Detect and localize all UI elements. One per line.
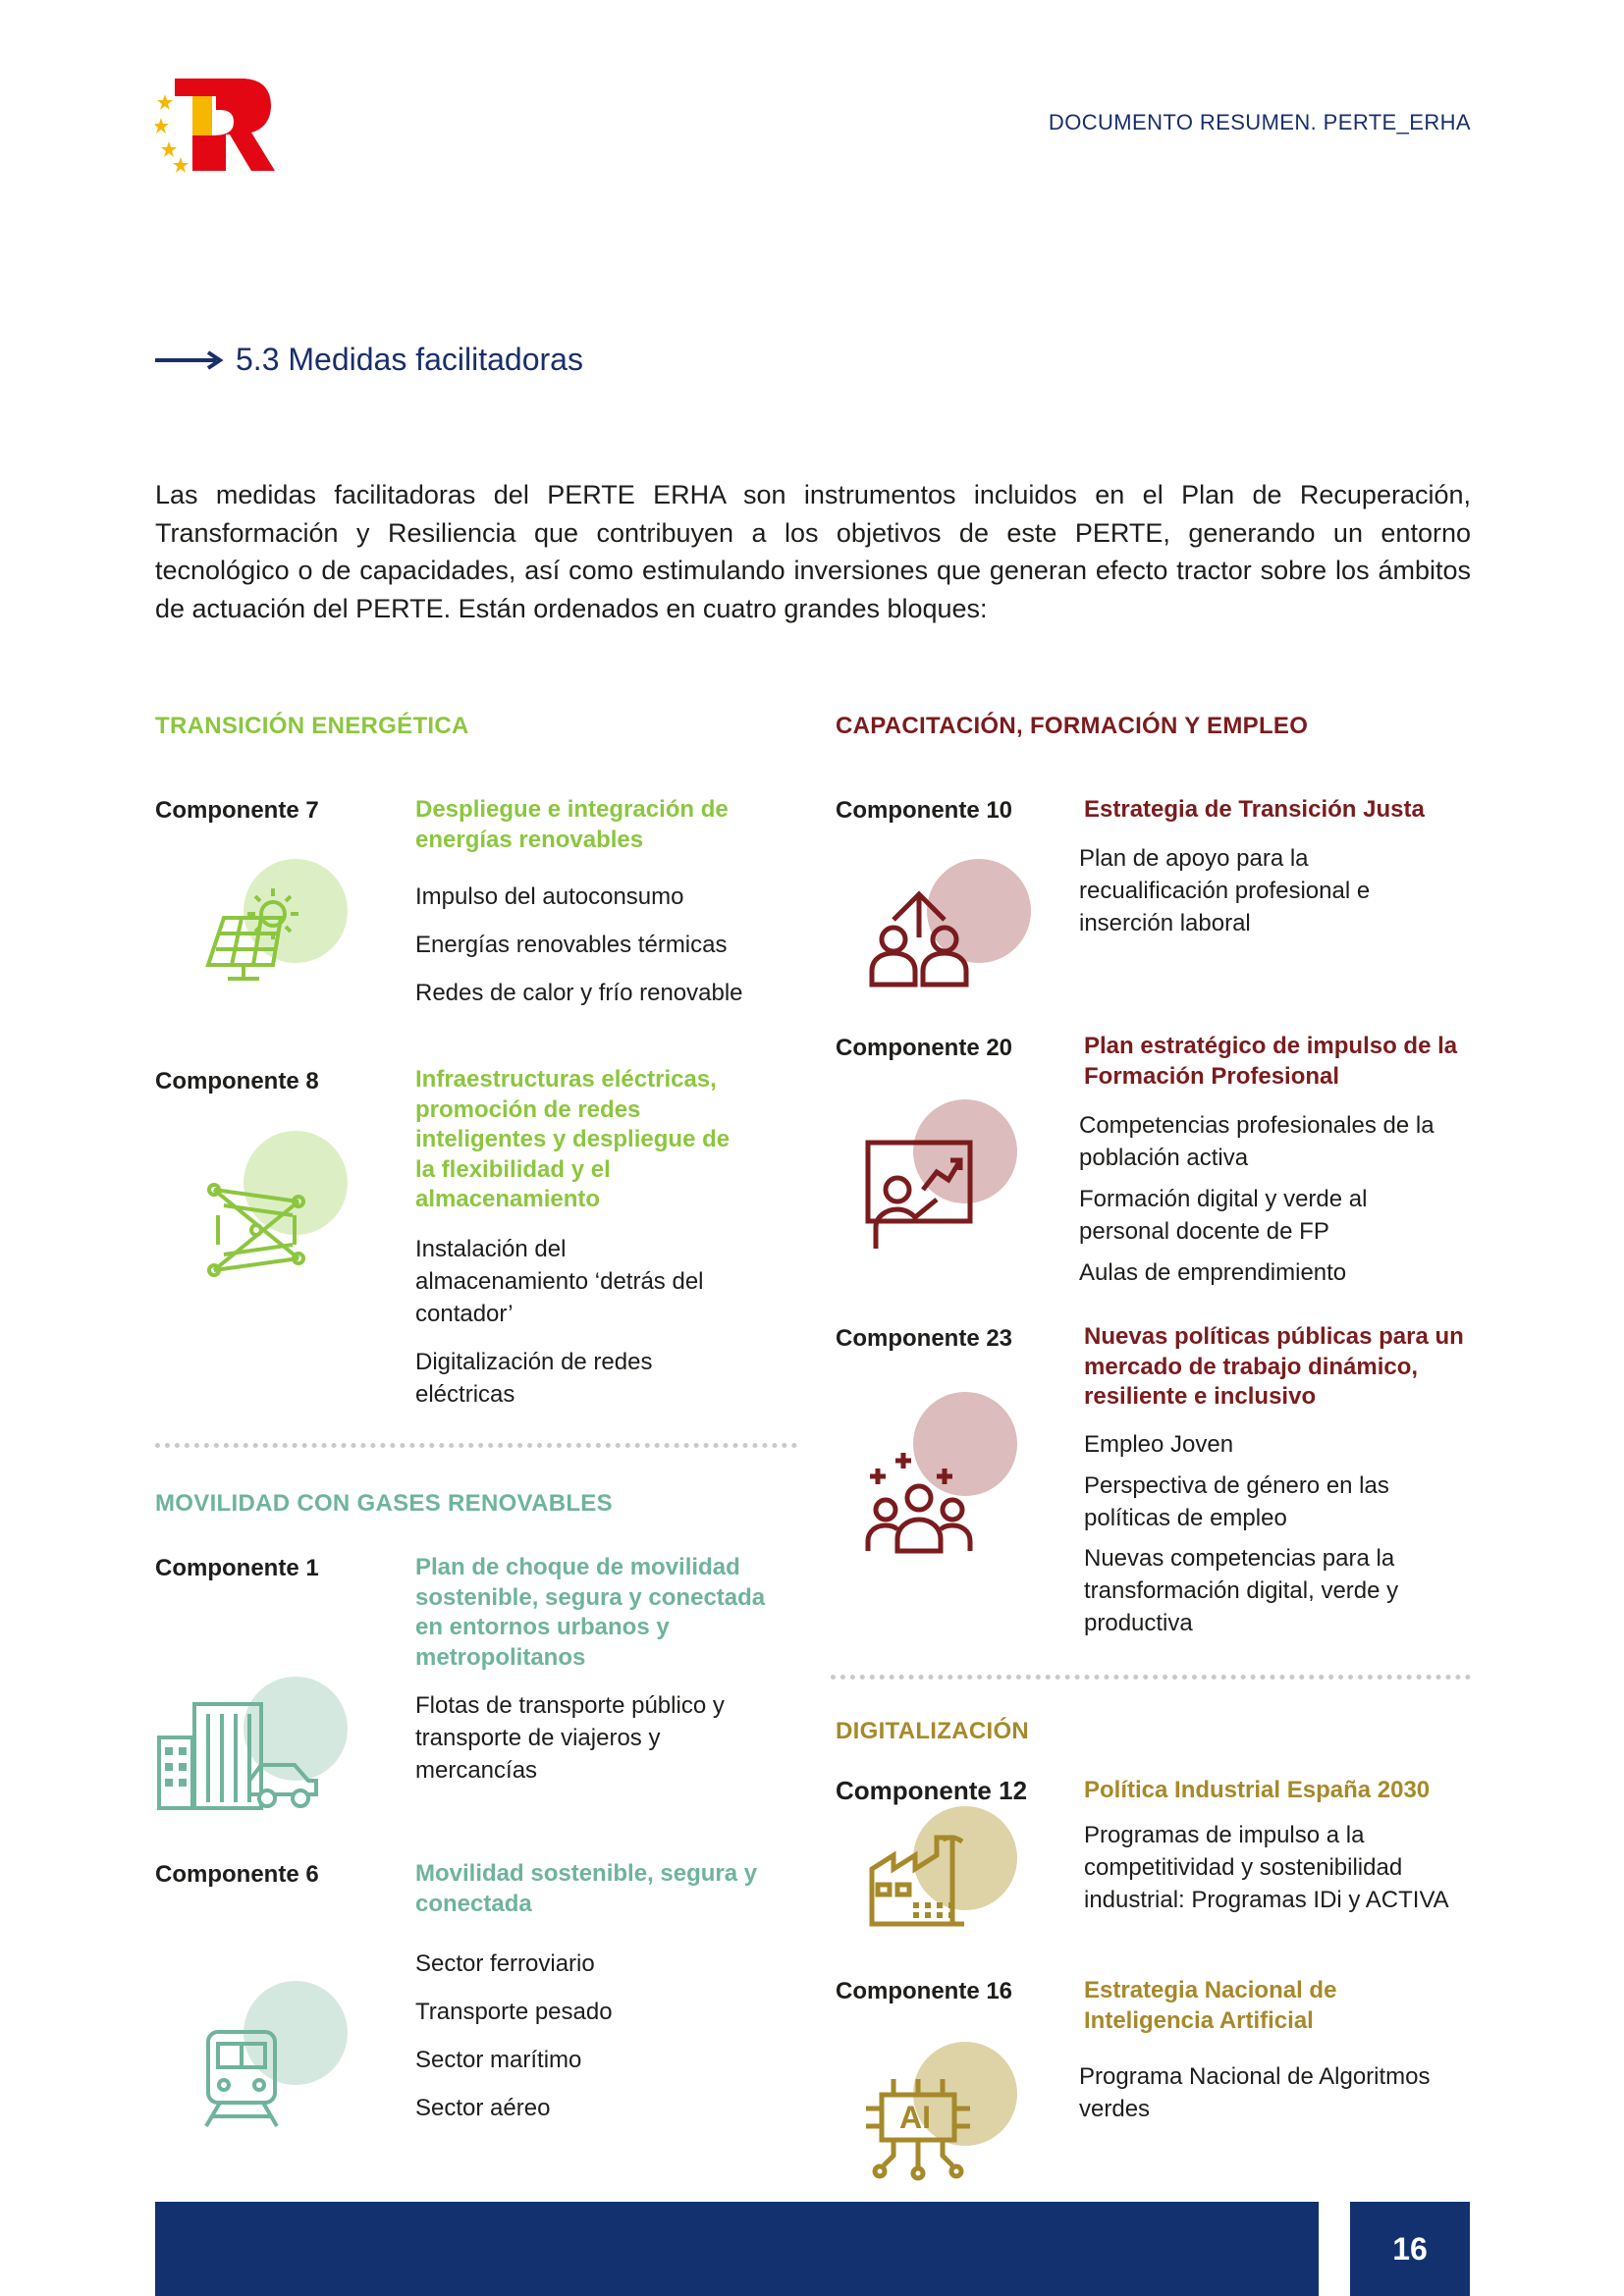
block-divider <box>155 1443 797 1448</box>
component-10-item: Plan de apoyo para la recualificación profesional e inserción laboral <box>1079 845 1371 936</box>
teacher-board-icon <box>864 1139 974 1253</box>
component-6-item: Transporte pesado <box>415 1999 613 2025</box>
component-8-item: Instalación del almacenamiento ‘detrás del contador’ <box>415 1236 704 1327</box>
ai-chip-label: AI <box>899 2100 931 2135</box>
component-10-title: Estrategia de Transición Justa <box>1084 796 1425 823</box>
component-6-item: Sector marítimo <box>415 2047 582 2073</box>
component-1-item: Flotas de transporte público y transporte de viajeros y mercancías <box>415 1692 725 1784</box>
factory-icon <box>868 1834 968 1928</box>
group-people-icon <box>864 1447 974 1557</box>
component-12-item: Programas de impulso a la competitividad y sostenibilidad industrial: Programas IDi y ACTIVA <box>1084 1822 1449 1913</box>
section-heading <box>155 342 583 378</box>
component-7-title: Despliegue e integración de energías renovables <box>415 796 729 853</box>
component-12-label: Componente 12 <box>836 1776 1028 1805</box>
component-8-label: Componente 8 <box>155 1068 319 1095</box>
component-20-label: Componente 20 <box>836 1035 1013 1061</box>
component-10-label: Componente 10 <box>836 797 1013 824</box>
city-car-icon <box>155 1700 320 1813</box>
component-20-item: Aulas de emprendimiento <box>1079 1259 1347 1286</box>
component-6-label: Componente 6 <box>155 1861 319 1888</box>
arrow-right-icon <box>155 350 224 370</box>
train-icon <box>200 2028 285 2130</box>
intro-paragraph: Las medidas facilitadoras del PERTE ERHA son instrumentos incluidos en el Plan de Recuperación, Transformación y Resiliencia que contribuyen a los objetivos de este PERTE, generando un entorno tecnológico o de capacidades, así como estimulando inversiones que generan efecto tractor sobre los ámbitos de actuación del PERTE. Están ordenados en cuatro grandes bloques: <box>155 480 1471 623</box>
component-6-item: Sector aéreo <box>415 2095 551 2121</box>
component-23-item: Nuevas competencias para la transformación digital, verde y productiva <box>1084 1545 1399 1636</box>
component-8-item: Digitalización de redes eléctricas <box>415 1349 653 1408</box>
component-23-label: Componente 23 <box>836 1325 1013 1352</box>
power-grid-icon <box>204 1176 312 1284</box>
recovery-plan-logo-icon <box>155 75 275 175</box>
logo <box>155 75 275 175</box>
component-1-label: Componente 1 <box>155 1555 319 1581</box>
component-16-item: Programa Nacional de Algoritmos verdes <box>1079 2063 1431 2122</box>
block-title-capacitacion: CAPACITACIÓN, FORMACIÓN Y EMPLEO <box>836 713 1309 739</box>
block-title-transicion: TRANSICIÓN ENERGÉTICA <box>155 713 469 739</box>
component-16-label: Componente 16 <box>836 1978 1013 2004</box>
component-23-item: Perspectiva de género en las políticas de empleo <box>1084 1472 1389 1531</box>
section-title: 5.3 Medidas facilitadoras <box>236 342 583 377</box>
document-header: DOCUMENTO RESUMEN. PERTE_ERHA <box>1048 110 1471 134</box>
component-16-title: Estrategia Nacional de Inteligencia Artificial <box>1084 1977 1337 2034</box>
page-number: 16 <box>1350 2202 1470 2296</box>
component-7-item: Redes de calor y frío renovable <box>415 980 743 1006</box>
component-20-item: Formación digital y verde al personal docente de FP <box>1079 1186 1368 1245</box>
ai-chip-icon <box>864 2073 972 2181</box>
component-23-item: Empleo Joven <box>1084 1431 1234 1458</box>
block-title-movilidad: MOVILIDAD CON GASES RENOVABLES <box>155 1490 613 1517</box>
solar-panel-icon <box>204 879 322 987</box>
footer-bar <box>155 2202 1319 2296</box>
component-7-label: Componente 7 <box>155 797 319 824</box>
component-7-item: Impulso del autoconsumo <box>415 883 684 910</box>
component-12-title: Política Industrial España 2030 <box>1084 1777 1431 1803</box>
component-1-title: Plan de choque de movilidad sostenible, segura y conectada en entornos urbanos y metropolitanos <box>415 1554 766 1671</box>
component-20-title: Plan estratégico de impulso de la Formación Profesional <box>1084 1033 1458 1090</box>
component-23-title: Nuevas políticas públicas para un mercado de trabajo dinámico, resiliente e inclusivo <box>1084 1323 1464 1410</box>
component-8-title: Infraestructuras eléctricas, promoción de redes inteligentes y despliegue de la flexibilidad y el almacenamiento <box>415 1066 731 1212</box>
people-growth-icon <box>864 879 974 988</box>
component-20-item: Competencias profesionales de la población activa <box>1079 1112 1435 1171</box>
block-title-digitalizacion: DIGITALIZACIÓN <box>836 1718 1030 1744</box>
component-7-item: Energías renovables térmicas <box>415 932 728 958</box>
component-6-item: Sector ferroviario <box>415 1950 595 1977</box>
block-divider <box>831 1675 1471 1680</box>
component-6-title: Movilidad sostenible, segura y conectada <box>415 1860 758 1917</box>
